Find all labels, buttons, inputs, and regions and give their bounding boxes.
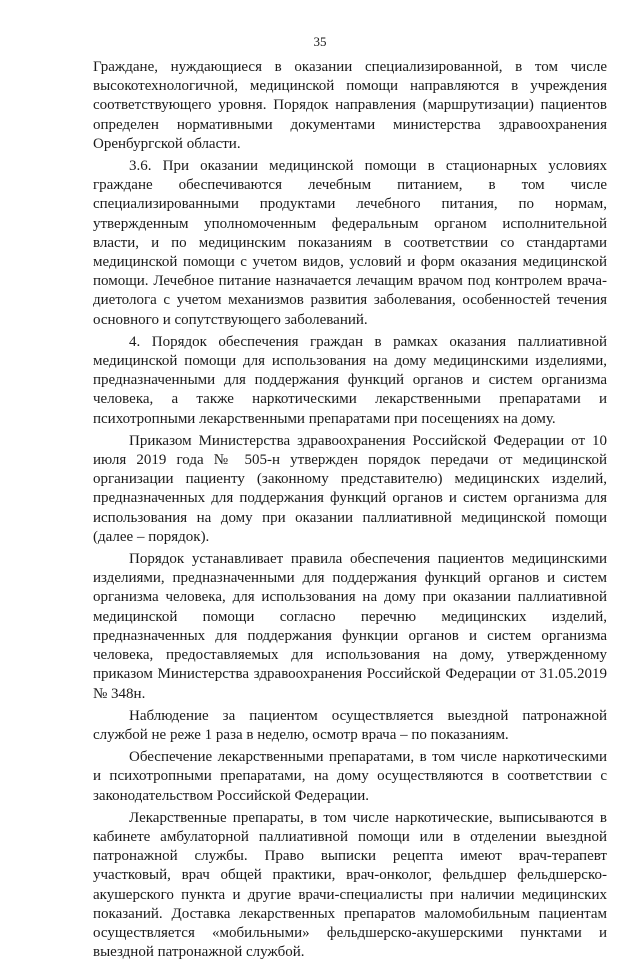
paragraph-drug-provision: Обеспечение лекарственными препаратами, в том числе наркотическими и психотропными препаратами, на дому осуществляются в соответствии с законодательством Российской Федерации. [93, 749, 607, 804]
page-number: 35 [313, 34, 327, 49]
paragraph-4-palliative: 4. Порядок обеспечения граждан в рамках оказания паллиативной медицинской помощи для использования на дому медицинскими изделиями, предназначенными для поддержания функций органов и систем организма человека, а также наркотическими лекарственными препаратами и психотропными лекарственными препаратами при посещениях на дому. [93, 333, 607, 427]
paragraph-referral: Граждане, нуждающиеся в оказании специализированной, в том числе высокотехнологичной, медицинской помощи направляются в учреждения соответствующего уровня. Порядок направления (маршрутизации) пациентов определен нормативными документами министерства здравоохранения Оренбургской области. [93, 59, 607, 152]
paragraph-3-6-nutrition: 3.6. При оказании медицинской помощи в стационарных условиях граждане обеспечиваются лечебным питанием, в том числе специализированными продуктами лечебного питания, по нормам, утвержденным уполномоченным федеральным органом исполнительной власти, и по медицинским показаниям в соответствии со стандартами медицинской помощи с учетом видов, условий и форм оказания медицинской помощи. Лечебное питание назначается лечащим врачом под контролем врача-диетолога с учетом механизмов развития заболевания, особенностей течения основного и сопутствующего заболеваний. [93, 158, 607, 328]
paragraph-procedure-rules: Порядок устанавливает правила обеспечения пациентов медицинскими изделиями, предназначенными для поддержания функций органов и систем организма человека, для использования на дому при оказании паллиативной медицинской помощи согласно перечню медицинских изделий, предназначенных для поддержания функции органов и систем организма человека, предоставляемых для использования на дому, утвержденному приказом Министерства здравоохранения Российской Федерации от 31.05.2019 № 348н. [93, 551, 607, 702]
paragraph-order-505n: Приказом Министерства здравоохранения Российской Федерации от 10 июля 2019 года № 505-н утвержден порядок передачи от медицинской организации пациенту (законному представителю) медицинских изделий, предназначенных для поддержания функций органов и систем организма для использования на дому при оказании паллиативной медицинской помощи (далее – порядок). [93, 432, 607, 545]
document-body [93, 58, 607, 965]
paragraph-observation: Наблюдение за пациентом осуществляется выездной патронажной службой не реже 1 раза в неделю, осмотр врача – по показаниям. [93, 707, 607, 743]
paragraph-prescriptions: Лекарственные препараты, в том числе наркотические, выписываются в кабинете амбулаторной паллиативной помощи или в отделении выездной патронажной службы. Право выписки рецепта имеют врач-терапевт участковый, врач общей практики, врач-онколог, фельдшер фельдшерско-акушерского пункта и другие врачи-специалисты при наличии медицинских показаний. Доставка лекарственных препаратов маломобильным пациентам осуществляется «мобильными» фельдшерско-акушерскими пунктами и выездной патронажной службой. [93, 809, 607, 961]
